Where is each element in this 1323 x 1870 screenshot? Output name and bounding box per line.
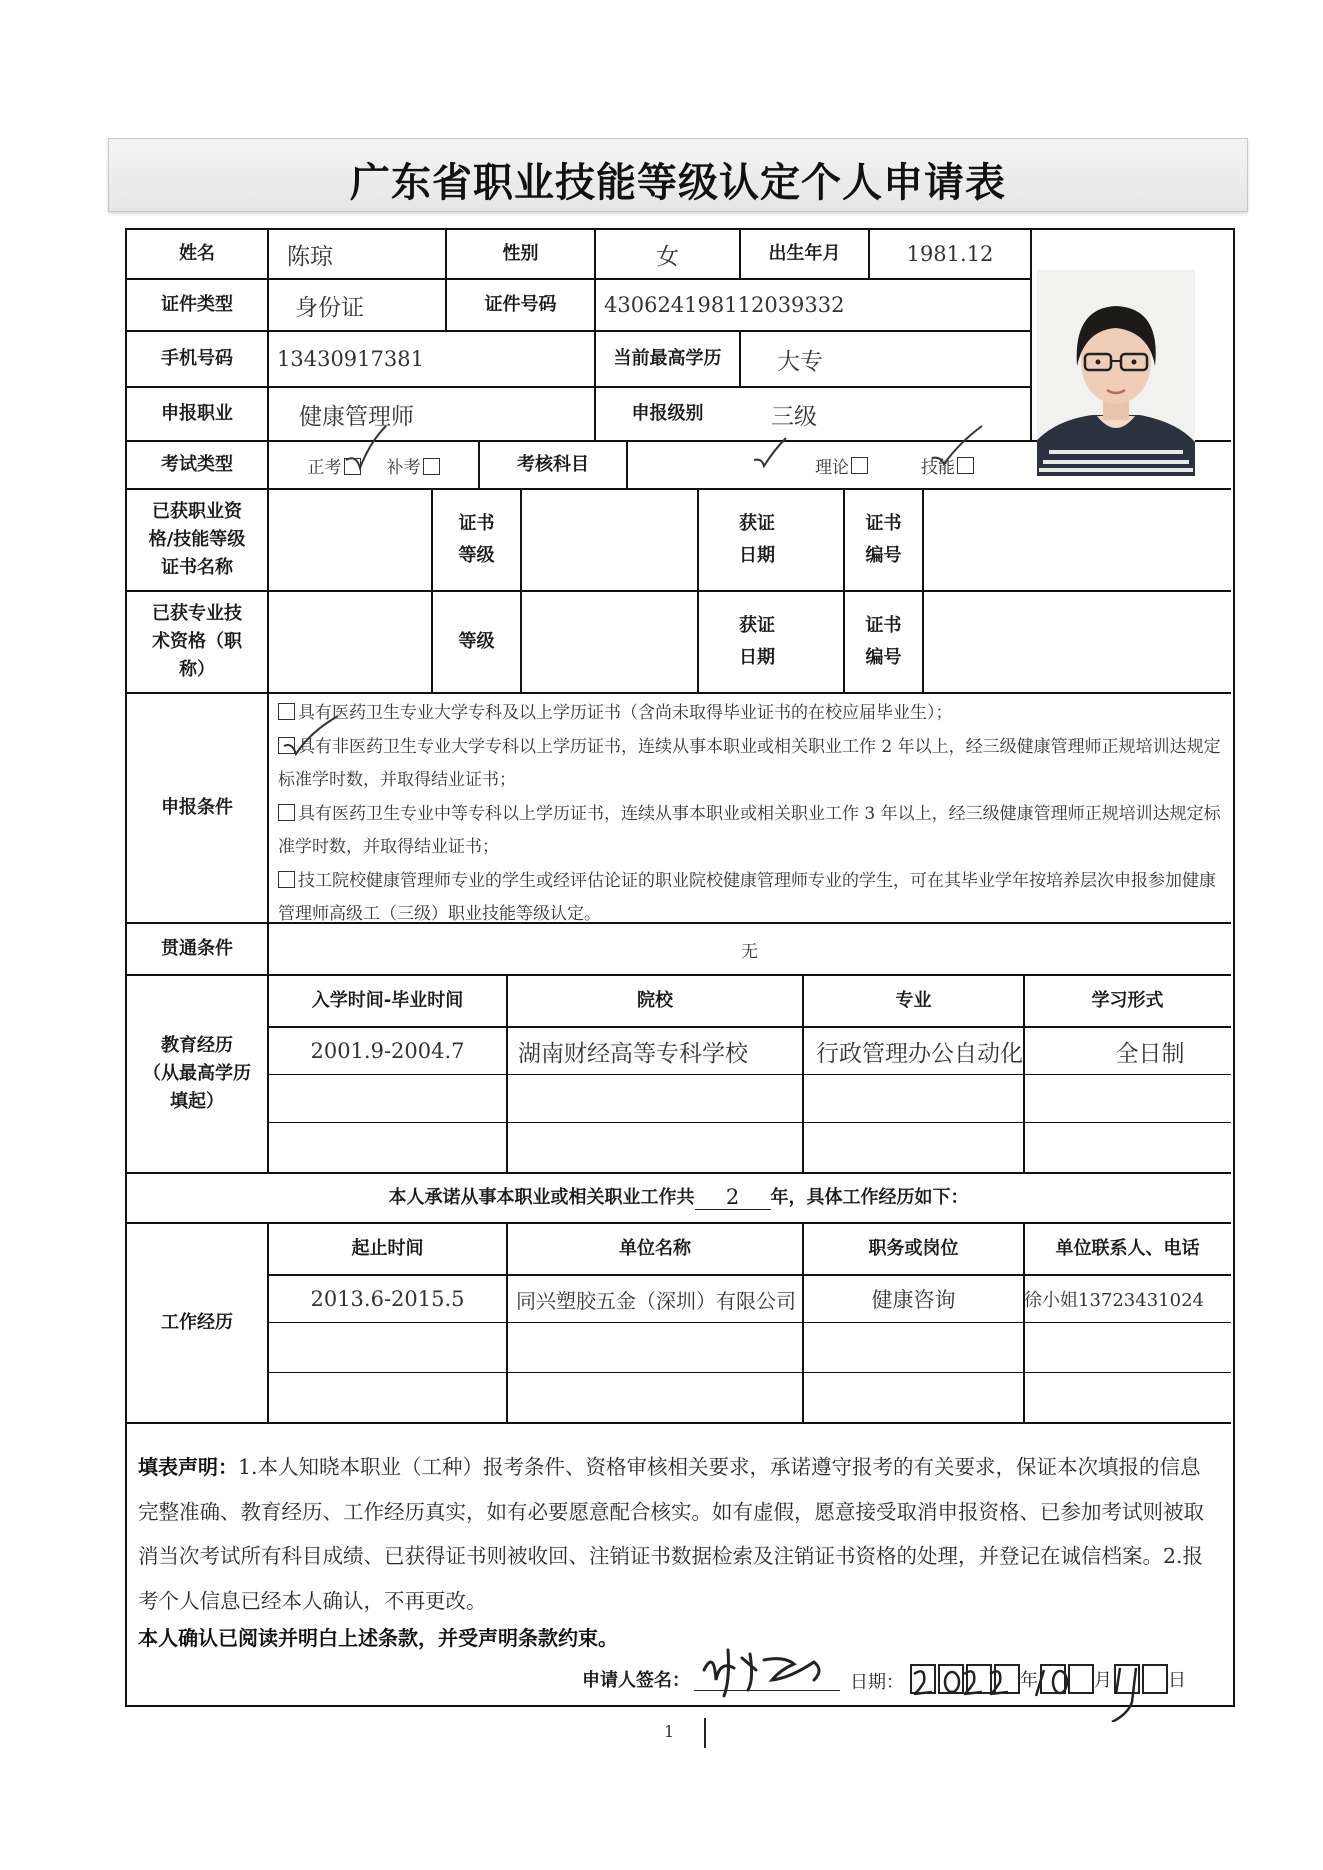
exam-theory-checkbox[interactable] — [851, 457, 868, 474]
check-mark-theory — [750, 432, 790, 472]
commitment-years[interactable]: 2 — [695, 1186, 771, 1210]
label-line: 术资格（职 — [152, 631, 242, 653]
condition-checkbox[interactable] — [278, 871, 295, 888]
condition-item[interactable] — [278, 731, 1224, 798]
work-cell-position[interactable]: 健康咨询 — [871, 1288, 956, 1312]
label-tech-no — [845, 592, 922, 692]
edu-cell-mode[interactable]: 全日制 — [1115, 1040, 1185, 1067]
condition-text: 具有医药卫生专业中等专科以上学历证书，连续从事本职业或相关职业工作 3 年以上，经三级健康管理师正规培训达规定标准学时数，并取得结业证书； — [278, 803, 1221, 857]
label-line: 获证 — [739, 614, 775, 636]
date-label: 日期： — [850, 1672, 904, 1693]
label-education: 当前最高学历 — [613, 348, 722, 370]
label-cert-date — [699, 490, 843, 590]
commitment-line — [127, 1174, 1230, 1222]
label-line: 编号 — [865, 647, 902, 668]
value-occupation[interactable]: 健康管理师 — [299, 403, 414, 430]
label-line: 证书 — [865, 512, 902, 534]
rule — [1030, 228, 1032, 440]
condition-checkbox[interactable] — [278, 804, 295, 821]
label-line: 教育经历 — [161, 1035, 233, 1057]
check-mark-condition — [282, 712, 342, 762]
label-line: 日期 — [739, 647, 775, 668]
label-gender: 性别 — [502, 243, 539, 265]
label-line: （从最高学历 — [143, 1063, 251, 1085]
edu-cell-major[interactable]: 行政管理办公自动化 — [816, 1040, 1023, 1067]
label-work: 工作经历 — [161, 1312, 233, 1334]
label-qualification-line: 证书名称 — [161, 556, 233, 578]
page-title: 广东省职业技能等级认定个人申请表 — [350, 160, 1006, 206]
rule — [267, 1122, 1231, 1123]
exam-makeup-option[interactable] — [387, 453, 440, 478]
condition-item[interactable] — [278, 865, 1224, 932]
condition-text: 具有医药卫生专业大学专科及以上学历证书（含尚未取得毕业证书的在校应届毕业生）； — [298, 703, 953, 723]
handwritten-signature — [694, 1640, 844, 1700]
condition-text: 具有非医药卫生专业大学专科以上学历证书，连续从事本职业或相关职业工作 2 年以上，经三级健康管理师正规培训达规定标准学时数，并取得结业证书； — [278, 736, 1221, 790]
work-header-position: 职务或岗位 — [868, 1238, 959, 1260]
commitment-after: 年，具体工作经历如下： — [770, 1187, 969, 1209]
exam-makeup-label: 补考 — [386, 457, 421, 478]
applicant-photo — [1037, 270, 1195, 476]
value-through[interactable]: 无 — [741, 941, 758, 962]
condition-item[interactable] — [278, 798, 1224, 865]
condition-item[interactable] — [278, 697, 1224, 731]
work-header-period: 起止时间 — [351, 1238, 424, 1260]
value-cert-no[interactable] — [924, 490, 1230, 590]
title-band — [108, 138, 1248, 212]
edu-cell-period[interactable]: 2001.9-2004.7 — [310, 1039, 465, 1063]
value-tech-qualification[interactable] — [269, 592, 431, 692]
value-id-number[interactable]: 430624198112039332 — [604, 293, 845, 317]
value-grade[interactable] — [522, 592, 697, 692]
label-line: 编号 — [865, 545, 902, 566]
label-exam-subject: 考核科目 — [517, 454, 589, 476]
label-qualification — [127, 490, 267, 590]
value-tech-no[interactable] — [924, 592, 1230, 692]
label-occupation: 申报职业 — [161, 403, 233, 425]
label-line: 称） — [179, 658, 215, 680]
value-education[interactable]: 大专 — [777, 348, 823, 375]
label-tech-date — [699, 592, 843, 692]
label-cert-level — [433, 490, 520, 590]
label-qualification-line: 已获职业资 — [152, 501, 242, 523]
label-id-type: 证件类型 — [161, 294, 233, 316]
commitment-before: 本人承诺从事本职业或相关职业工作共 — [388, 1187, 695, 1209]
label-conditions: 申报条件 — [161, 797, 233, 819]
pen-stroke — [700, 1716, 710, 1750]
value-birth[interactable]: 1981.12 — [906, 242, 994, 266]
exam-makeup-checkbox[interactable] — [423, 458, 440, 475]
declaration — [138, 1445, 1220, 1623]
exam-skill-label: 技能 — [921, 457, 955, 478]
conditions-list — [278, 697, 1224, 932]
label-line: 已获专业技 — [152, 603, 242, 625]
label-line: 证书 — [865, 614, 902, 636]
check-mark-skill — [926, 420, 986, 470]
label-education-history — [127, 976, 267, 1172]
edu-cell-school[interactable]: 湖南财经高等专科学校 — [518, 1040, 748, 1067]
value-level[interactable]: 三级 — [771, 403, 817, 430]
edu-header-mode: 学习形式 — [1091, 990, 1164, 1012]
value-name[interactable]: 陈琼 — [287, 243, 333, 270]
exam-regular-label: 正考 — [307, 457, 342, 478]
rule — [125, 692, 1231, 694]
label-line: 日期 — [739, 545, 775, 566]
value-phone[interactable]: 13430917381 — [277, 347, 424, 371]
sign-label: 申请人签名： — [582, 1670, 690, 1691]
exam-theory-label: 理论 — [815, 457, 849, 478]
value-id-type[interactable]: 身份证 — [295, 294, 364, 321]
label-line: 等级 — [458, 545, 495, 566]
date-year-unit: 年 — [1020, 1670, 1038, 1691]
work-header-company: 单位名称 — [619, 1238, 691, 1260]
label-line: 证书 — [458, 512, 495, 534]
label-through: 贯通条件 — [161, 938, 233, 960]
date-month-unit: 月 — [1094, 1670, 1112, 1691]
work-cell-contact[interactable]: 徐小姐13723431024 — [1024, 1290, 1204, 1311]
rule — [267, 1074, 1231, 1075]
rule — [125, 1422, 1231, 1424]
check-mark-regular — [330, 420, 390, 475]
label-level: 申报级别 — [631, 403, 704, 425]
rule — [267, 1372, 1231, 1373]
rule — [267, 1322, 1231, 1323]
label-name: 姓名 — [179, 243, 215, 265]
declaration-confirm: 本人确认已阅读并明白上述条款，并受声明条款约束。 — [138, 1626, 618, 1650]
label-phone: 手机号码 — [161, 348, 233, 370]
label-line: 填起） — [170, 1090, 224, 1112]
label-qualification-line: 格/技能等级 — [148, 529, 246, 551]
work-cell-period[interactable]: 2013.6-2015.5 — [310, 1287, 465, 1311]
declaration-heading: 填表声明： — [138, 1455, 238, 1479]
edu-header-major: 专业 — [895, 990, 932, 1012]
handwritten-date — [908, 1662, 1208, 1722]
condition-text: 技工院校健康管理师专业的学生或经评估论证的职业院校健康管理师专业的学生，可在其毕业学年按培养层次申报参加健康管理师高级工（三级）职业技能等级认定。 — [278, 870, 1216, 924]
value-gender[interactable]: 女 — [656, 243, 679, 270]
work-cell-company[interactable]: 同兴塑胶五金（深圳）有限公司 — [516, 1288, 796, 1313]
label-tech-qualification — [127, 592, 267, 692]
page-number: 1 — [664, 1722, 675, 1741]
value-cert-level[interactable] — [522, 490, 697, 590]
declaration-body: 1.本人知晓本职业（工种）报考条件、资格审核相关要求，承诺遵守报考的有关要求，保证本次填报的信息完整准确、教育经历、工作经历真实，如有必要愿意配合核实。如有虚假，愿意接受取消申报资格、已参加考试则被取消当次考试所有科目成绩、已获得证书则被收回、注销证书数据检索及注销证书资格的处理，并登记在诚信档案。2.报考个人信息已经本人确认，不再更改。 — [138, 1455, 1204, 1613]
label-birth: 出生年月 — [768, 243, 841, 265]
value-qualification-name[interactable] — [269, 490, 431, 590]
label-id-number: 证件号码 — [484, 294, 557, 316]
edu-header-period: 入学时间-毕业时间 — [311, 990, 464, 1012]
work-header-contact: 单位联系人、电话 — [1055, 1238, 1200, 1260]
edu-header-school: 院校 — [637, 990, 673, 1012]
date-day-unit: 日 — [1168, 1670, 1186, 1691]
label-grade: 等级 — [458, 631, 495, 653]
label-exam-type: 考试类型 — [161, 454, 233, 476]
label-cert-no — [845, 490, 922, 590]
label-line: 获证 — [739, 512, 775, 534]
